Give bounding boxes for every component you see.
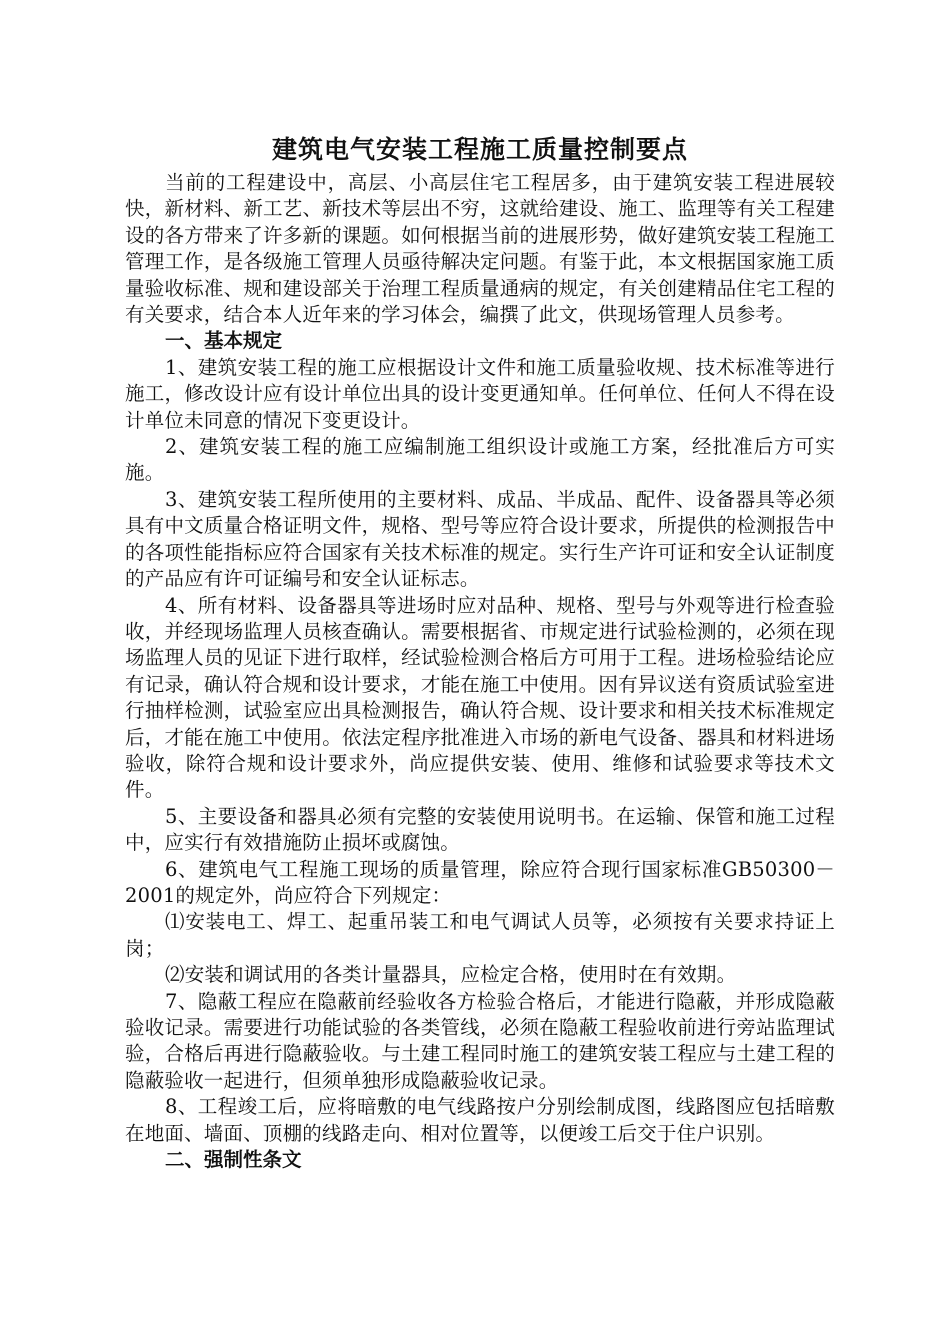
rule-subitem-1: ⑴安装电工、焊工、起重吊装工和电气调试人员等，必须按有关要求持证上岗； — [125, 910, 835, 960]
intro-paragraph: 当前的工程建设中，高层、小高层住宅工程居多，由于建筑安装工程进展较快，新材料、新工艺、新技术等层出不穷，这就给建设、施工、监理等有关工程建设的各方带来了许多新的课题。如何根据当前的进展形势，做好建筑安装工程施工管理工作，是各级施工管理人员亟待解决定问题。有鉴于此，本文根据国家施工质量验收标准、规和建设部关于治理工程质量通病的规定，有关创建精品住宅工程的有关要求，结合本人近年来的学习体会，编撰了此文，供现场管理人员参考。 — [125, 171, 835, 327]
document-page — [125, 132, 835, 1173]
rule-item-7: 7、隐蔽工程应在隐蔽前经验收各方检验合格后，才能进行隐蔽，并形成隐蔽验收记录。需要进行功能试验的各类管线，必须在隐蔽工程验收前进行旁站监理试验，合格后再进行隐蔽验收。与土建工程同时施工的建筑安装工程应与土建工程的隐蔽验收一起进行，但须单独形成隐蔽验收记录。 — [125, 989, 835, 1092]
rule-subitem-2: ⑵安装和调试用的各类计量器具，应检定合格，使用时在有效期。 — [165, 963, 737, 987]
rule-item-4: 4、所有材料、设备器具等进场时应对品种、规格、型号与外观等进行检查验收，并经现场监理人员核查确认。需要根据省、市规定进行试验检测的，必须在现场监理人员的见证下进行取样，经试验检测合格后方可用于工程。进场检验结论应有记录，确认符合规和设计要求，才能在施工中使用。因有异议送有资质试验室进行抽样检测，试验室应出具检测报告，确认符合规、设计要求和相关技术标准规定后，才能在施工中使用。依法定程序批准进入市场的新电气设备、器具和材料进场验收，除符合规和设计要求外，尚应提供安装、使用、维修和试验要求等技术文件。 — [125, 593, 835, 802]
section-heading-basic-rules: 一、基本规定 — [165, 329, 283, 353]
document-title: 建筑电气安装工程施工质量控制要点 — [271, 135, 688, 164]
section-heading-mandatory-clauses: 二、强制性条文 — [165, 1148, 302, 1172]
rule-item-5: 5、主要设备和器具必须有完整的安装使用说明书。在运输、保管和施工过程中，应实行有效措施防止损坏或腐蚀。 — [125, 804, 835, 855]
rule-item-6: 6、建筑电气工程施工现场的质量管理，除应符合现行国家标准GB50300－2001的规定外，尚应符合下列规定： — [125, 857, 835, 907]
rule-item-8: 8、工程竣工后，应将暗敷的电气线路按户分别绘制成图，线路图应包括暗敷在地面、墙面、顶棚的线路走向、相对位置等，以便竣工后交于住户识别。 — [125, 1095, 835, 1145]
rule-item-1: 1、建筑安装工程的施工应根据设计文件和施工质量验收规、技术标准等进行施工，修改设计应有设计单位出具的设计变更通知单。任何单位、任何人不得在设计单位未同意的情况下变更设计。 — [125, 355, 835, 432]
rule-item-3: 3、建筑安装工程所使用的主要材料、成品、半成品、配件、设备器具等必须具有中文质量合格证明文件，规格、型号等应符合设计要求，所提供的检测报告中的各项性能指标应符合国家有关技术标准的规定。实行生产许可证和安全认证制度的产品应有许可证编号和安全认证标志。 — [125, 487, 835, 591]
rule-item-2: 2、建筑安装工程的施工应编制施工组织设计或施工方案，经批准后方可实施。 — [125, 435, 835, 485]
